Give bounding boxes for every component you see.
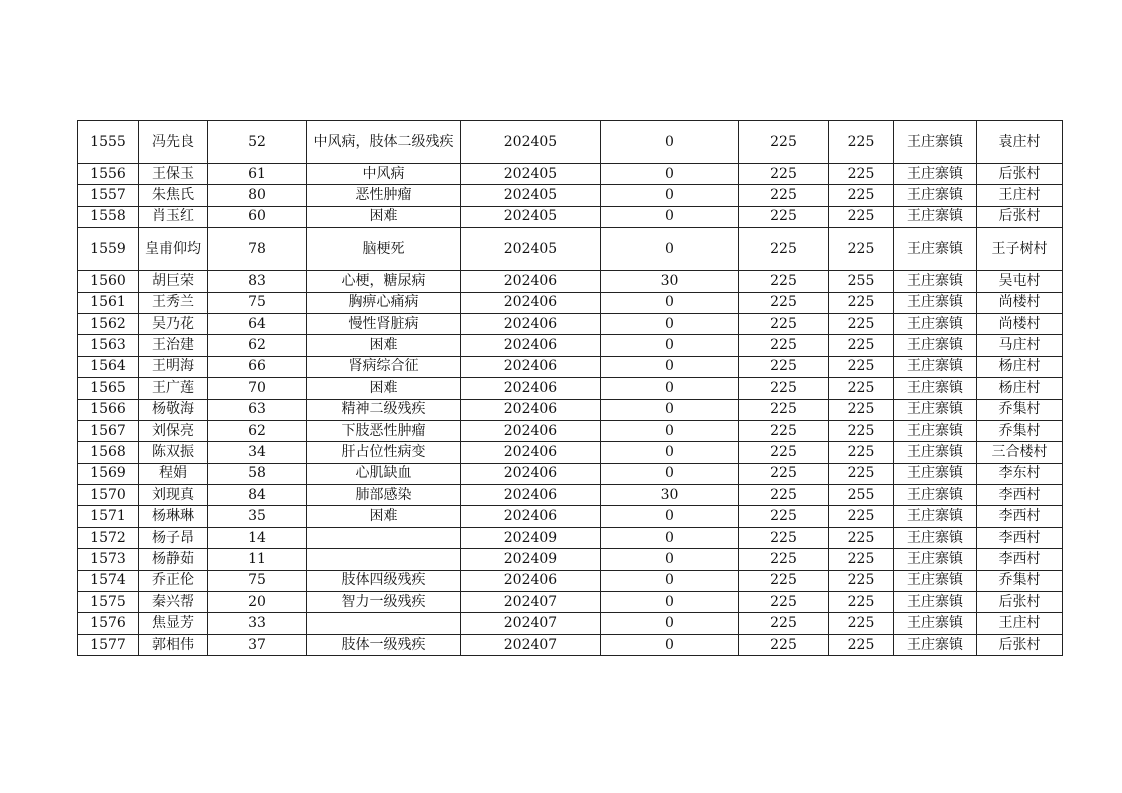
age-cell: 20 [208,592,307,613]
age-cell: 37 [208,634,307,655]
total-amount-cell: 225 [829,164,894,185]
village-cell: 王子树村 [977,228,1063,271]
name-cell: 焦显芳 [139,613,208,634]
name-cell: 王秀兰 [139,292,208,313]
serial-cell: 1576 [78,613,139,634]
start-month-cell: 202406 [461,292,601,313]
town-cell: 王庄寨镇 [894,527,977,548]
start-month-cell: 202406 [461,356,601,377]
table-row [78,271,1063,292]
town-cell: 王庄寨镇 [894,185,977,206]
village-cell: 王庄村 [977,185,1063,206]
reason-cell: 下肢恶性肿瘤 [307,420,461,441]
start-month-cell: 202407 [461,592,601,613]
base-amount-cell: 225 [739,592,829,613]
reason-cell: 困难 [307,335,461,356]
reason-cell: 心梗，糖尿病 [307,271,461,292]
total-amount-cell: 225 [829,420,894,441]
records-table-body [78,121,1063,656]
base-amount-cell: 225 [739,527,829,548]
reason-cell: 恶性肿瘤 [307,185,461,206]
total-amount-cell: 225 [829,356,894,377]
town-cell: 王庄寨镇 [894,356,977,377]
extra-amount-cell: 0 [601,292,739,313]
extra-amount-cell: 0 [601,185,739,206]
base-amount-cell: 225 [739,185,829,206]
total-amount-cell: 225 [829,613,894,634]
town-cell: 王庄寨镇 [894,634,977,655]
reason-cell: 脑梗死 [307,228,461,271]
total-amount-cell: 225 [829,570,894,591]
total-amount-cell: 225 [829,442,894,463]
reason-cell: 肢体四级残疾 [307,570,461,591]
extra-amount-cell: 0 [601,463,739,484]
village-cell: 李西村 [977,527,1063,548]
records-table [77,120,1063,656]
base-amount-cell: 225 [739,399,829,420]
table-row [78,206,1063,227]
extra-amount-cell: 0 [601,335,739,356]
start-month-cell: 202407 [461,613,601,634]
village-cell: 后张村 [977,634,1063,655]
base-amount-cell: 225 [739,570,829,591]
town-cell: 王庄寨镇 [894,549,977,570]
village-cell: 李西村 [977,549,1063,570]
town-cell: 王庄寨镇 [894,378,977,399]
serial-cell: 1562 [78,313,139,334]
extra-amount-cell: 0 [601,592,739,613]
name-cell: 冯先良 [139,121,208,164]
village-cell: 后张村 [977,164,1063,185]
town-cell: 王庄寨镇 [894,292,977,313]
total-amount-cell: 225 [829,463,894,484]
age-cell: 61 [208,164,307,185]
age-cell: 78 [208,228,307,271]
name-cell: 吴乃花 [139,313,208,334]
extra-amount-cell: 0 [601,506,739,527]
extra-amount-cell: 0 [601,228,739,271]
total-amount-cell: 225 [829,185,894,206]
extra-amount-cell: 0 [601,570,739,591]
start-month-cell: 202406 [461,313,601,334]
table-row [78,399,1063,420]
table-row [78,527,1063,548]
table-row [78,228,1063,271]
town-cell: 王庄寨镇 [894,399,977,420]
extra-amount-cell: 0 [601,206,739,227]
extra-amount-cell: 0 [601,634,739,655]
serial-cell: 1574 [78,570,139,591]
start-month-cell: 202405 [461,185,601,206]
serial-cell: 1573 [78,549,139,570]
start-month-cell: 202406 [461,485,601,506]
name-cell: 杨琳琳 [139,506,208,527]
start-month-cell: 202406 [461,335,601,356]
age-cell: 80 [208,185,307,206]
table-row [78,185,1063,206]
total-amount-cell: 225 [829,378,894,399]
reason-cell: 困难 [307,506,461,527]
table-row [78,506,1063,527]
table-row [78,420,1063,441]
name-cell: 王广莲 [139,378,208,399]
serial-cell: 1565 [78,378,139,399]
age-cell: 60 [208,206,307,227]
age-cell: 62 [208,335,307,356]
reason-cell: 肺部感染 [307,485,461,506]
age-cell: 75 [208,292,307,313]
reason-cell: 中风病，肢体二级残疾 [307,121,461,164]
serial-cell: 1577 [78,634,139,655]
town-cell: 王庄寨镇 [894,570,977,591]
reason-cell [307,527,461,548]
total-amount-cell: 225 [829,292,894,313]
name-cell: 皇甫仰均 [139,228,208,271]
name-cell: 王治建 [139,335,208,356]
extra-amount-cell: 0 [601,527,739,548]
name-cell: 朱焦氏 [139,185,208,206]
table-row [78,121,1063,164]
village-cell: 尚楼村 [977,313,1063,334]
serial-cell: 1569 [78,463,139,484]
name-cell: 郭相伟 [139,634,208,655]
age-cell: 58 [208,463,307,484]
town-cell: 王庄寨镇 [894,592,977,613]
base-amount-cell: 225 [739,271,829,292]
base-amount-cell: 225 [739,335,829,356]
village-cell: 袁庄村 [977,121,1063,164]
reason-cell: 肝占位性病变 [307,442,461,463]
start-month-cell: 202406 [461,420,601,441]
table-row [78,634,1063,655]
base-amount-cell: 225 [739,292,829,313]
reason-cell: 心肌缺血 [307,463,461,484]
start-month-cell: 202406 [461,271,601,292]
total-amount-cell: 225 [829,399,894,420]
village-cell: 李西村 [977,485,1063,506]
town-cell: 王庄寨镇 [894,164,977,185]
name-cell: 乔正伦 [139,570,208,591]
table-row [78,463,1063,484]
village-cell: 吴屯村 [977,271,1063,292]
village-cell: 李东村 [977,463,1063,484]
name-cell: 杨子昂 [139,527,208,548]
serial-cell: 1568 [78,442,139,463]
age-cell: 35 [208,506,307,527]
total-amount-cell: 225 [829,549,894,570]
table-row [78,613,1063,634]
reason-cell: 中风病 [307,164,461,185]
start-month-cell: 202407 [461,634,601,655]
extra-amount-cell: 0 [601,399,739,420]
base-amount-cell: 225 [739,634,829,655]
town-cell: 王庄寨镇 [894,121,977,164]
total-amount-cell: 225 [829,634,894,655]
table-row [78,313,1063,334]
extra-amount-cell: 0 [601,164,739,185]
town-cell: 王庄寨镇 [894,271,977,292]
start-month-cell: 202406 [461,378,601,399]
start-month-cell: 202409 [461,527,601,548]
village-cell: 乔集村 [977,570,1063,591]
total-amount-cell: 255 [829,271,894,292]
town-cell: 王庄寨镇 [894,613,977,634]
reason-cell: 慢性肾脏病 [307,313,461,334]
base-amount-cell: 225 [739,463,829,484]
base-amount-cell: 225 [739,164,829,185]
serial-cell: 1558 [78,206,139,227]
age-cell: 14 [208,527,307,548]
age-cell: 11 [208,549,307,570]
serial-cell: 1563 [78,335,139,356]
serial-cell: 1571 [78,506,139,527]
serial-cell: 1556 [78,164,139,185]
extra-amount-cell: 30 [601,271,739,292]
start-month-cell: 202405 [461,228,601,271]
total-amount-cell: 225 [829,335,894,356]
town-cell: 王庄寨镇 [894,420,977,441]
age-cell: 75 [208,570,307,591]
base-amount-cell: 225 [739,206,829,227]
reason-cell: 肢体一级残疾 [307,634,461,655]
name-cell: 陈双振 [139,442,208,463]
base-amount-cell: 225 [739,313,829,334]
name-cell: 杨静茹 [139,549,208,570]
base-amount-cell: 225 [739,121,829,164]
age-cell: 84 [208,485,307,506]
name-cell: 王明海 [139,356,208,377]
base-amount-cell: 225 [739,378,829,399]
table-row [78,378,1063,399]
base-amount-cell: 225 [739,506,829,527]
name-cell: 杨敬海 [139,399,208,420]
serial-cell: 1567 [78,420,139,441]
base-amount-cell: 225 [739,442,829,463]
base-amount-cell: 225 [739,613,829,634]
village-cell: 王庄村 [977,613,1063,634]
extra-amount-cell: 0 [601,549,739,570]
table-row [78,292,1063,313]
name-cell: 程娟 [139,463,208,484]
total-amount-cell: 225 [829,206,894,227]
town-cell: 王庄寨镇 [894,335,977,356]
extra-amount-cell: 0 [601,313,739,334]
total-amount-cell: 225 [829,527,894,548]
extra-amount-cell: 0 [601,613,739,634]
serial-cell: 1572 [78,527,139,548]
serial-cell: 1566 [78,399,139,420]
town-cell: 王庄寨镇 [894,313,977,334]
reason-cell: 肾病综合征 [307,356,461,377]
age-cell: 33 [208,613,307,634]
age-cell: 64 [208,313,307,334]
name-cell: 刘保亮 [139,420,208,441]
start-month-cell: 202405 [461,121,601,164]
name-cell: 刘现真 [139,485,208,506]
serial-cell: 1560 [78,271,139,292]
village-cell: 杨庄村 [977,378,1063,399]
age-cell: 63 [208,399,307,420]
village-cell: 三合楼村 [977,442,1063,463]
village-cell: 杨庄村 [977,356,1063,377]
village-cell: 乔集村 [977,399,1063,420]
start-month-cell: 202406 [461,399,601,420]
extra-amount-cell: 0 [601,121,739,164]
total-amount-cell: 225 [829,228,894,271]
name-cell: 胡巨荣 [139,271,208,292]
base-amount-cell: 225 [739,549,829,570]
age-cell: 52 [208,121,307,164]
village-cell: 后张村 [977,206,1063,227]
reason-cell: 胸痹心痛病 [307,292,461,313]
village-cell: 后张村 [977,592,1063,613]
age-cell: 34 [208,442,307,463]
start-month-cell: 202406 [461,442,601,463]
serial-cell: 1555 [78,121,139,164]
table-row [78,356,1063,377]
town-cell: 王庄寨镇 [894,463,977,484]
town-cell: 王庄寨镇 [894,506,977,527]
village-cell: 乔集村 [977,420,1063,441]
reason-cell: 困难 [307,378,461,399]
total-amount-cell: 225 [829,592,894,613]
reason-cell: 困难 [307,206,461,227]
name-cell: 王保玉 [139,164,208,185]
extra-amount-cell: 0 [601,356,739,377]
start-month-cell: 202405 [461,206,601,227]
town-cell: 王庄寨镇 [894,228,977,271]
base-amount-cell: 225 [739,356,829,377]
village-cell: 马庄村 [977,335,1063,356]
table-row [78,570,1063,591]
serial-cell: 1570 [78,485,139,506]
total-amount-cell: 225 [829,313,894,334]
name-cell: 肖玉红 [139,206,208,227]
table-row [78,442,1063,463]
base-amount-cell: 225 [739,228,829,271]
reason-cell [307,549,461,570]
base-amount-cell: 225 [739,485,829,506]
serial-cell: 1564 [78,356,139,377]
table-row [78,549,1063,570]
extra-amount-cell: 0 [601,420,739,441]
age-cell: 70 [208,378,307,399]
town-cell: 王庄寨镇 [894,442,977,463]
table-row [78,164,1063,185]
total-amount-cell: 255 [829,485,894,506]
total-amount-cell: 225 [829,506,894,527]
extra-amount-cell: 0 [601,378,739,399]
age-cell: 66 [208,356,307,377]
village-cell: 李西村 [977,506,1063,527]
start-month-cell: 202405 [461,164,601,185]
age-cell: 62 [208,420,307,441]
start-month-cell: 202406 [461,570,601,591]
base-amount-cell: 225 [739,420,829,441]
serial-cell: 1559 [78,228,139,271]
serial-cell: 1561 [78,292,139,313]
town-cell: 王庄寨镇 [894,206,977,227]
name-cell: 秦兴帮 [139,592,208,613]
reason-cell: 精神二级残疾 [307,399,461,420]
reason-cell: 智力一级残疾 [307,592,461,613]
town-cell: 王庄寨镇 [894,485,977,506]
reason-cell [307,613,461,634]
extra-amount-cell: 30 [601,485,739,506]
serial-cell: 1557 [78,185,139,206]
table-row [78,335,1063,356]
table-row [78,592,1063,613]
start-month-cell: 202406 [461,463,601,484]
village-cell: 尚楼村 [977,292,1063,313]
total-amount-cell: 225 [829,121,894,164]
start-month-cell: 202409 [461,549,601,570]
age-cell: 83 [208,271,307,292]
serial-cell: 1575 [78,592,139,613]
table-row [78,485,1063,506]
start-month-cell: 202406 [461,506,601,527]
extra-amount-cell: 0 [601,442,739,463]
